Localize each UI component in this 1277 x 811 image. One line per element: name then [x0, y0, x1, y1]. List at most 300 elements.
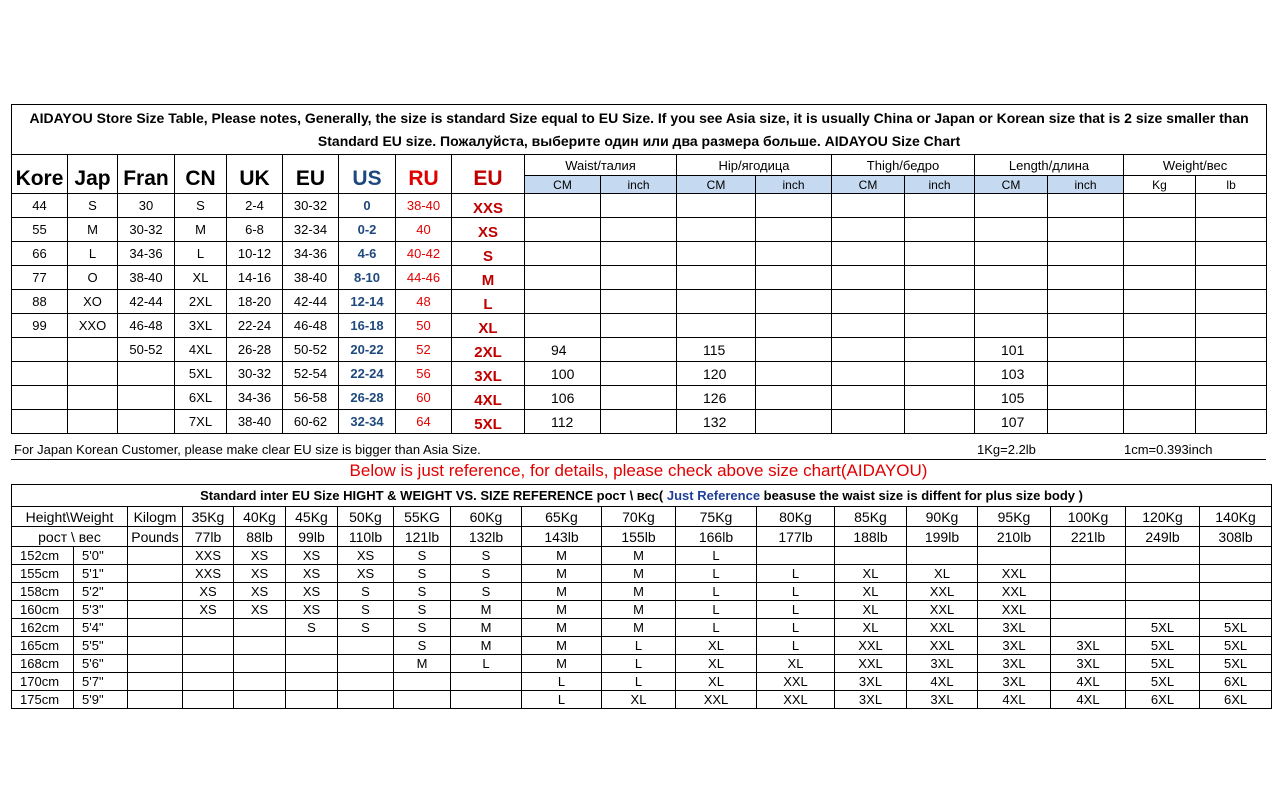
size-cell: 3XL	[907, 655, 978, 673]
kore-cell: 77	[12, 266, 68, 290]
ru-cell: 52	[396, 338, 452, 362]
us-cell: 22-24	[339, 362, 396, 386]
waist-inch-cell	[601, 290, 677, 314]
weight-kg-value: 90Kg	[907, 507, 978, 527]
weight-lb-value: 210lb	[978, 527, 1051, 547]
size-cell: L	[757, 619, 835, 637]
size-cell: M	[522, 583, 602, 601]
size-cell: M	[602, 583, 676, 601]
size-cell: XS	[286, 583, 338, 601]
fran-cell: 46-48	[118, 314, 175, 338]
title-text-end: beasuse the waist size is diffent for plus size body )	[760, 488, 1083, 503]
height-cm: 170cm	[12, 673, 74, 691]
size-cell: 6XL	[1200, 691, 1272, 709]
size-cell: XXL	[835, 637, 907, 655]
weight-kg-value: 40Kg	[234, 507, 286, 527]
size-cell	[1200, 583, 1272, 601]
col-header-eu: EU	[283, 155, 339, 194]
kore-cell: 66	[12, 242, 68, 266]
us-cell: 8-10	[339, 266, 396, 290]
size-cell: XS	[286, 565, 338, 583]
size-cell: 3XL	[1051, 637, 1126, 655]
fran-cell	[118, 386, 175, 410]
height-ft: 5'6"	[74, 655, 128, 673]
waist-cm-cell	[525, 314, 601, 338]
length-inch-cell	[1048, 386, 1124, 410]
eu-size-cell: 3XL	[452, 362, 525, 386]
unit-header: CM	[832, 176, 905, 194]
waist-inch-cell	[601, 410, 677, 434]
weight-kg-cell	[1124, 362, 1196, 386]
size-cell: XXL	[757, 691, 835, 709]
size-cell: L	[757, 637, 835, 655]
size-row	[12, 410, 1267, 434]
size-cell: XS	[338, 547, 394, 565]
weight-kg-value: 140Kg	[1200, 507, 1272, 527]
empty-cell	[128, 655, 183, 673]
hip-cm-cell: 126	[677, 386, 756, 410]
empty-cell	[128, 637, 183, 655]
reference-banner: Below is just reference, for details, please check above size chart(AIDAYOU)	[349, 461, 928, 480]
length-cm-cell: 101	[975, 338, 1048, 362]
size-cell	[234, 619, 286, 637]
us-cell: 26-28	[339, 386, 396, 410]
eu-cell: 56-58	[283, 386, 339, 410]
fran-cell: 38-40	[118, 266, 175, 290]
waist-cm-cell: 106	[525, 386, 601, 410]
weight-lb-value: 110lb	[338, 527, 394, 547]
size-cell	[1051, 601, 1126, 619]
size-row	[12, 242, 1267, 266]
reference-row	[12, 619, 1272, 637]
eu-size-cell: M	[452, 266, 525, 290]
weight-lb-label: рост \ вес	[12, 527, 128, 547]
waist-inch-cell	[601, 218, 677, 242]
size-cell: XL	[602, 691, 676, 709]
size-cell: 6XL	[1126, 691, 1200, 709]
length-inch-cell	[1048, 290, 1124, 314]
title-text: Standard inter EU Size HIGHT & WEIGHT VS. SIZE REFERENCE рост \ вес(	[200, 488, 664, 503]
eu-size-cell: L	[452, 290, 525, 314]
thigh-inch-cell	[905, 338, 975, 362]
col-header-jap: Jap	[68, 155, 118, 194]
size-cell	[1051, 619, 1126, 637]
size-cell	[183, 619, 234, 637]
eu-cell: 50-52	[283, 338, 339, 362]
size-cell: XXL	[676, 691, 757, 709]
size-cell: 4XL	[1051, 691, 1126, 709]
hip-cm-cell: 132	[677, 410, 756, 434]
height-cm: 155cm	[12, 565, 74, 583]
thigh-inch-cell	[905, 218, 975, 242]
uk-cell: 6-8	[227, 218, 283, 242]
size-cell: L	[602, 673, 676, 691]
waist-cm-cell: 94	[525, 338, 601, 362]
cn-cell: 2XL	[175, 290, 227, 314]
thigh-cm-cell	[832, 194, 905, 218]
hip-cm-cell: 120	[677, 362, 756, 386]
size-cell: 3XL	[907, 691, 978, 709]
size-cell	[183, 691, 234, 709]
jap-cell: XXO	[68, 314, 118, 338]
size-cell	[1200, 601, 1272, 619]
weight-lb-cell	[1196, 194, 1267, 218]
size-cell: XL	[676, 637, 757, 655]
hip-cm-cell: 115	[677, 338, 756, 362]
height-weight-reference-table	[11, 484, 1272, 709]
cn-cell: 5XL	[175, 362, 227, 386]
weight-lb-cell	[1196, 218, 1267, 242]
ru-cell: 64	[396, 410, 452, 434]
weight-lb-cell	[1196, 338, 1267, 362]
weight-kg-header-row	[12, 507, 1272, 527]
jap-cell	[68, 362, 118, 386]
thigh-cm-cell	[832, 314, 905, 338]
size-cell: L	[676, 583, 757, 601]
empty-cell	[128, 673, 183, 691]
cm-conversion: 1cm=0.393inch	[1124, 442, 1213, 457]
waist-inch-cell	[601, 194, 677, 218]
us-cell: 4-6	[339, 242, 396, 266]
thigh-cm-cell	[832, 266, 905, 290]
hip-inch-cell	[756, 338, 832, 362]
hip-inch-cell	[756, 386, 832, 410]
reference-row	[12, 547, 1272, 565]
unit-header: Kg	[1124, 176, 1196, 194]
size-cell: XL	[676, 655, 757, 673]
weight-kg-value: 35Kg	[183, 507, 234, 527]
weight-lb-cell	[1196, 410, 1267, 434]
group-header-waist: Waist/талия	[525, 155, 677, 176]
weight-lb-value: 99lb	[286, 527, 338, 547]
size-cell: 5XL	[1200, 637, 1272, 655]
weight-lb-unit: Pounds	[128, 527, 183, 547]
size-cell: S	[451, 583, 522, 601]
fran-cell: 50-52	[118, 338, 175, 362]
empty-cell	[128, 565, 183, 583]
weight-lb-value: 121lb	[394, 527, 451, 547]
waist-inch-cell	[601, 338, 677, 362]
group-header-thigh: Thigh/бедро	[832, 155, 975, 176]
group-header-weight: Weight/вес	[1124, 155, 1267, 176]
size-cell: L	[676, 601, 757, 619]
weight-lb-value: 88lb	[234, 527, 286, 547]
thigh-inch-cell	[905, 266, 975, 290]
weight-kg-value: 70Kg	[602, 507, 676, 527]
size-cell	[286, 655, 338, 673]
length-cm-cell: 107	[975, 410, 1048, 434]
size-cell: M	[451, 601, 522, 619]
size-cell	[183, 655, 234, 673]
ru-cell: 56	[396, 362, 452, 386]
size-cell	[183, 637, 234, 655]
hip-cm-cell	[677, 194, 756, 218]
hip-cm-cell	[677, 218, 756, 242]
weight-kg-cell	[1124, 314, 1196, 338]
waist-inch-cell	[601, 362, 677, 386]
size-row	[12, 386, 1267, 410]
size-cell: M	[522, 637, 602, 655]
size-table-title	[12, 105, 1267, 155]
size-cell	[1051, 565, 1126, 583]
size-cell	[234, 691, 286, 709]
height-ft: 5'0''	[74, 547, 128, 565]
size-cell	[286, 691, 338, 709]
size-row	[12, 218, 1267, 242]
weight-kg-value: 65Kg	[522, 507, 602, 527]
title-line-1: AIDAYOU Store Size Table, Please notes, Generally, the size is standard Size equal to EU Size. If you see Asia size, it is usually China or Japan or Korean size that is 2 size smaller than	[29, 109, 1249, 126]
weight-kg-value: 45Kg	[286, 507, 338, 527]
length-cm-cell	[975, 218, 1048, 242]
uk-cell: 10-12	[227, 242, 283, 266]
weight-lb-value: 132lb	[451, 527, 522, 547]
size-cell: 3XL	[835, 673, 907, 691]
weight-lb-value: 77lb	[183, 527, 234, 547]
size-cell: XL	[835, 619, 907, 637]
title-line-2: Standard EU size. Пожалуйста, выберите один или два размера больше. AIDAYOU Size Chart	[317, 132, 961, 149]
size-cell: S	[451, 565, 522, 583]
size-cell	[1126, 601, 1200, 619]
fran-cell: 34-36	[118, 242, 175, 266]
unit-header: CM	[525, 176, 601, 194]
weight-lb-value: 308lb	[1200, 527, 1272, 547]
kore-cell: 44	[12, 194, 68, 218]
cn-cell: 4XL	[175, 338, 227, 362]
weight-kg-value: 55KG	[394, 507, 451, 527]
size-cell: S	[338, 619, 394, 637]
col-header-ru: RU	[396, 155, 452, 194]
size-cell: L	[451, 655, 522, 673]
eu-size-cell: XS	[452, 218, 525, 242]
empty-cell	[128, 691, 183, 709]
size-cell: XXL	[978, 565, 1051, 583]
length-inch-cell	[1048, 266, 1124, 290]
weight-kg-unit: Kilogm	[128, 507, 183, 527]
reference-row	[12, 655, 1272, 673]
weight-lb-value: 221lb	[1051, 527, 1126, 547]
eu-cell: 60-62	[283, 410, 339, 434]
unit-header: inch	[1048, 176, 1124, 194]
us-cell: 0-2	[339, 218, 396, 242]
jap-cell: S	[68, 194, 118, 218]
length-inch-cell	[1048, 218, 1124, 242]
weight-kg-cell	[1124, 218, 1196, 242]
hip-cm-cell	[677, 314, 756, 338]
size-cell: 4XL	[978, 691, 1051, 709]
cn-cell: S	[175, 194, 227, 218]
size-cell: 5XL	[1126, 673, 1200, 691]
height-cm: 152cm	[12, 547, 74, 565]
jap-cell: M	[68, 218, 118, 242]
hip-cm-cell	[677, 242, 756, 266]
weight-kg-value: 120Kg	[1126, 507, 1200, 527]
length-cm-cell	[975, 290, 1048, 314]
fran-cell: 30	[118, 194, 175, 218]
size-cell: M	[522, 619, 602, 637]
size-cell: M	[394, 655, 451, 673]
waist-inch-cell	[601, 386, 677, 410]
weight-lb-cell	[1196, 386, 1267, 410]
size-cell: 3XL	[835, 691, 907, 709]
ru-cell: 40	[396, 218, 452, 242]
hip-inch-cell	[756, 290, 832, 314]
hip-inch-cell	[756, 266, 832, 290]
reference-row	[12, 583, 1272, 601]
size-cell: XXL	[757, 673, 835, 691]
kore-cell	[12, 362, 68, 386]
col-header-us: US	[339, 155, 396, 194]
size-cell: XL	[835, 601, 907, 619]
size-cell: XXL	[907, 583, 978, 601]
jap-cell	[68, 338, 118, 362]
hip-inch-cell	[756, 410, 832, 434]
eu-size-cell: XL	[452, 314, 525, 338]
eu-size-cell: 5XL	[452, 410, 525, 434]
col-header-cn: CN	[175, 155, 227, 194]
weight-kg-cell	[1124, 338, 1196, 362]
size-cell: L	[522, 691, 602, 709]
size-cell	[338, 691, 394, 709]
fran-cell	[118, 362, 175, 386]
cn-cell: M	[175, 218, 227, 242]
thigh-cm-cell	[832, 290, 905, 314]
height-cm: 158cm	[12, 583, 74, 601]
size-cell: XS	[234, 583, 286, 601]
reference-row	[12, 637, 1272, 655]
weight-lb-value: 166lb	[676, 527, 757, 547]
hip-cm-cell	[677, 266, 756, 290]
weight-kg-value: 60Kg	[451, 507, 522, 527]
size-row	[12, 266, 1267, 290]
col-header-kore: Kore	[12, 155, 68, 194]
size-cell	[183, 673, 234, 691]
size-cell: XXS	[183, 547, 234, 565]
reference-table-title	[12, 485, 1272, 507]
size-cell	[1051, 583, 1126, 601]
thigh-cm-cell	[832, 338, 905, 362]
size-cell	[1126, 547, 1200, 565]
height-ft: 5'5"	[74, 637, 128, 655]
thigh-cm-cell	[832, 410, 905, 434]
length-cm-cell: 103	[975, 362, 1048, 386]
weight-kg-value: 100Kg	[1051, 507, 1126, 527]
kore-cell	[12, 410, 68, 434]
thigh-inch-cell	[905, 386, 975, 410]
size-cell: XL	[907, 565, 978, 583]
thigh-inch-cell	[905, 410, 975, 434]
size-cell: L	[676, 619, 757, 637]
kore-cell: 88	[12, 290, 68, 314]
us-cell: 12-14	[339, 290, 396, 314]
empty-cell	[128, 583, 183, 601]
length-cm-cell	[975, 242, 1048, 266]
waist-cm-cell	[525, 242, 601, 266]
weight-lb-cell	[1196, 242, 1267, 266]
length-inch-cell	[1048, 194, 1124, 218]
eu-size-cell: S	[452, 242, 525, 266]
weight-lb-cell	[1196, 266, 1267, 290]
us-cell: 20-22	[339, 338, 396, 362]
weight-kg-value: 95Kg	[978, 507, 1051, 527]
size-cell	[394, 673, 451, 691]
size-cell: XXL	[835, 655, 907, 673]
weight-lb-cell	[1196, 314, 1267, 338]
weight-kg-cell	[1124, 194, 1196, 218]
thigh-cm-cell	[832, 386, 905, 410]
hip-inch-cell	[756, 362, 832, 386]
size-cell: M	[602, 547, 676, 565]
jap-cell	[68, 410, 118, 434]
height-ft: 5'1"	[74, 565, 128, 583]
length-inch-cell	[1048, 314, 1124, 338]
size-cell: XS	[234, 547, 286, 565]
uk-cell: 26-28	[227, 338, 283, 362]
size-cell: S	[451, 547, 522, 565]
col-header-uk: UK	[227, 155, 283, 194]
weight-lb-value: 155lb	[602, 527, 676, 547]
size-cell	[757, 547, 835, 565]
divider	[11, 459, 1266, 460]
size-cell: 6XL	[1200, 673, 1272, 691]
size-cell	[394, 691, 451, 709]
thigh-inch-cell	[905, 314, 975, 338]
height-ft: 5'7"	[74, 673, 128, 691]
size-row	[12, 290, 1267, 314]
empty-cell	[128, 547, 183, 565]
size-cell: S	[394, 583, 451, 601]
size-cell: XS	[183, 601, 234, 619]
size-cell: 5XL	[1126, 619, 1200, 637]
eu-cell: 52-54	[283, 362, 339, 386]
ru-cell: 40-42	[396, 242, 452, 266]
weight-lb-value: 199lb	[907, 527, 978, 547]
weight-kg-cell	[1124, 290, 1196, 314]
eu-cell: 38-40	[283, 266, 339, 290]
eu-size-cell: 4XL	[452, 386, 525, 410]
size-cell: XXL	[978, 583, 1051, 601]
jap-cell: XO	[68, 290, 118, 314]
eu-cell: 42-44	[283, 290, 339, 314]
length-cm-cell	[975, 314, 1048, 338]
waist-cm-cell: 112	[525, 410, 601, 434]
size-cell: S	[338, 601, 394, 619]
size-row	[12, 314, 1267, 338]
height-cm: 160cm	[12, 601, 74, 619]
weight-lb-cell	[1196, 290, 1267, 314]
height-cm: 162cm	[12, 619, 74, 637]
kore-cell	[12, 338, 68, 362]
weight-kg-cell	[1124, 410, 1196, 434]
hip-inch-cell	[756, 218, 832, 242]
size-cell: S	[394, 601, 451, 619]
cn-cell: 6XL	[175, 386, 227, 410]
size-cell: XS	[183, 583, 234, 601]
height-cm: 175cm	[12, 691, 74, 709]
uk-cell: 2-4	[227, 194, 283, 218]
thigh-inch-cell	[905, 242, 975, 266]
size-table	[11, 104, 1267, 434]
hip-inch-cell	[756, 242, 832, 266]
weight-kg-value: 80Kg	[757, 507, 835, 527]
eu-cell: 30-32	[283, 194, 339, 218]
cn-cell: 3XL	[175, 314, 227, 338]
length-cm-cell: 105	[975, 386, 1048, 410]
unit-header: CM	[677, 176, 756, 194]
uk-cell: 38-40	[227, 410, 283, 434]
eu-cell: 32-34	[283, 218, 339, 242]
size-cell: XL	[835, 565, 907, 583]
waist-cm-cell	[525, 266, 601, 290]
